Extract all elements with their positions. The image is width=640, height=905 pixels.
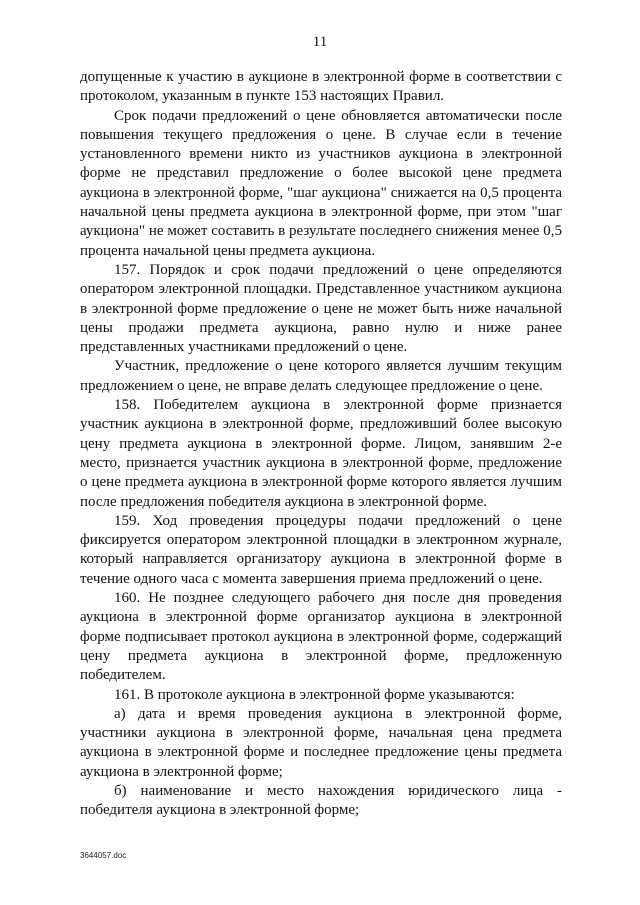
paragraph-continuation: допущенные к участию в аукционе в электронной форме в соответствии с протоколом, указанным в пункте 153 настоящих Правил. [80,69,562,105]
paragraph-bid-period: Срок подачи предложений о цене обновляется автоматически после повышения текущего предложения о цене. В случае если в течение установленного времени никто из участников аукциона в электронной форме не представил предложение о более высокой цене предмета аукциона в электронной форме, "шаг аукциона" снижается на 0,5 процента начальной цены предмета аукциона в электронной форме, при этом "шаг аукциона" не может составить в результате последнего снижения менее 0,5 процента начальной цены предмета аукциона. [80,107,562,259]
document-filename: 3644057.doc [80,851,127,860]
page-number: 11 [312,34,328,50]
document-body [80,68,562,821]
paragraph-161-a: а) дата и время проведения аукциона в электронной форме, участники аукциона в электронной форме, начальная цена предмета аукциона в электронной форме и последнее предложение цены предмета аукциона в электронной форме; [80,705,562,780]
paragraph-best-bid: Участник, предложение о цене которого является лучшим текущим предложением о цене, не вправе делать следующее предложение о цене. [80,358,562,394]
paragraph-161: 161. В протоколе аукциона в электронной форме указываются: [114,686,515,703]
paragraph-159: 159. Ход проведения процедуры подачи предложений о цене фиксируется оператором электронной площадки в электронном журнале, который направляется организатору аукциона в электронной форме в течение одного часа с момента завершения приема предложений о цене. [80,512,562,587]
paragraph-160: 160. Не позднее следующего рабочего дня после дня проведения аукциона в электронной форме организатор аукциона в электронной форме подписывает протокол аукциона в электронной форме, содержащий цену предмета аукциона в электронной форме, предложенную победителем. [80,590,562,684]
paragraph-157: 157. Порядок и срок подачи предложений о цене определяются оператором электронной площадки. Представленное участником аукциона в электронной форме предложение о цене не может быть ниже начальной цены продажи предмета аукциона, равно нулю и ниже ранее представленных участниками предложений о цене. [80,261,562,356]
paragraph-161-b: б) наименование и место нахождения юридического лица - победителя аукциона в электронной форме; [80,782,562,819]
paragraph-158: 158. Победителем аукциона в электронной форме признается участник аукциона в электронной форме, предложивший более высокую цену предмета аукциона в электронной форме. Лицом, занявшим 2-е место, признается участник аукциона в электронной форме, предложение о цене предмета аукциона в электронной форме которого является лучшим после предложения победителя аукциона в электронной форме. [80,397,562,510]
